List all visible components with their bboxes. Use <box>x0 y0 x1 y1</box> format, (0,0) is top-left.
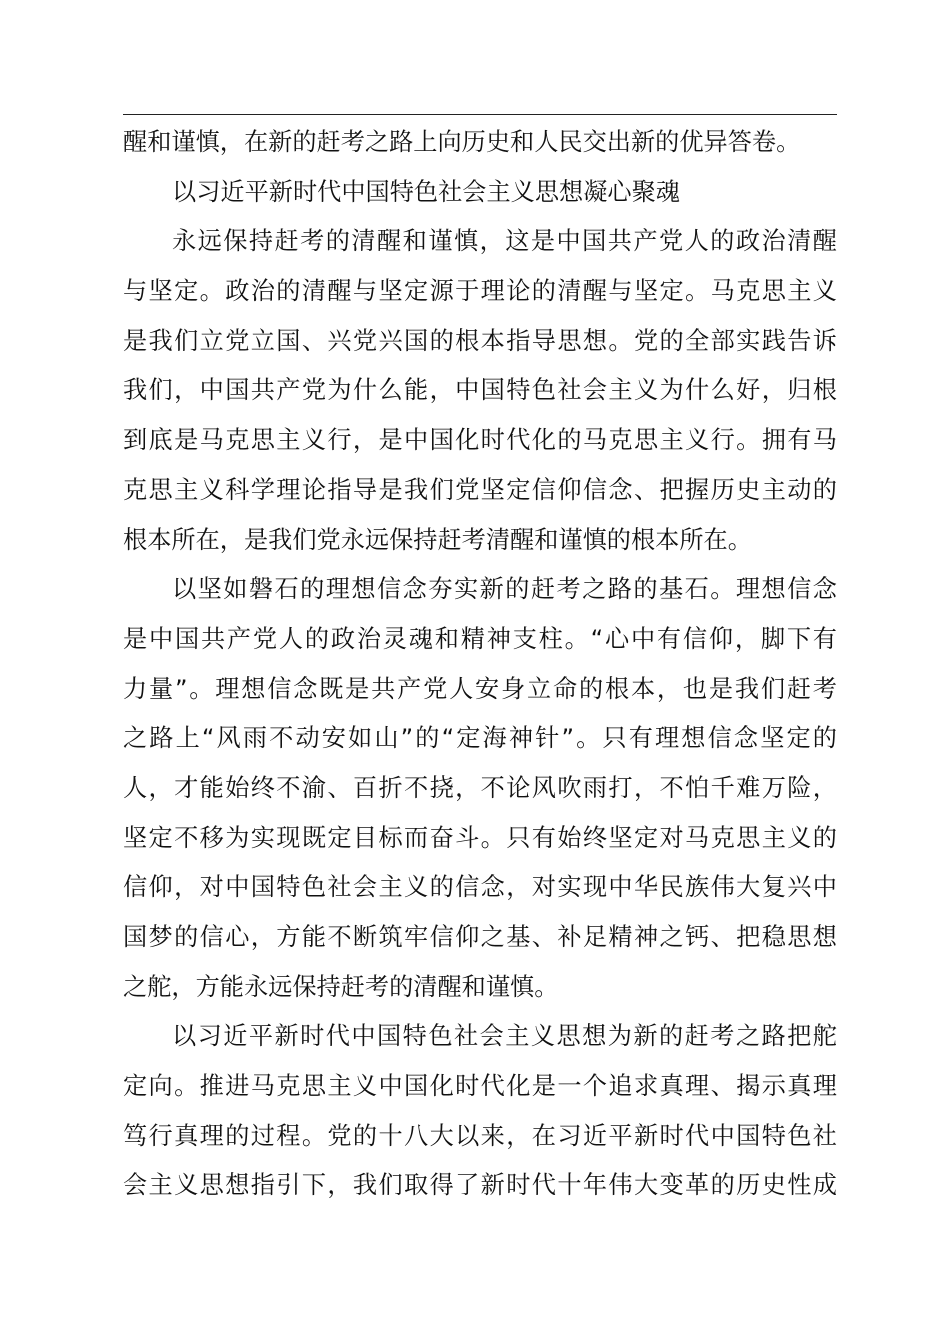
text-line: 是我们立党立国、兴党兴国的根本指导思想。党的全部实践告诉 <box>123 326 837 355</box>
text-line: 人，才能始终不渝、百折不挠，不论风吹雨打，不怕千难万险， <box>123 773 837 802</box>
paragraph-first-line: 以习近平新时代中国特色社会主义思想为新的赶考之路把舵 <box>172 1022 837 1051</box>
text-line: 克思主义科学理论指导是我们党坚定信仰信念、把握历史主动的 <box>123 475 837 504</box>
text-line: 醒和谨慎，在新的赶考之路上向历史和人民交出新的优异答卷。 <box>123 128 801 156</box>
text-line: 定向。推进马克思主义中国化时代化是一个追求真理、揭示真理 <box>123 1072 837 1101</box>
text-line: 信仰，对中国特色社会主义的信念，对实现中华民族伟大复兴中 <box>123 873 837 902</box>
text-line: 我们，中国共产党为什么能，中国特色社会主义为什么好，归根 <box>123 376 837 405</box>
text-line: 是中国共产党人的政治灵魂和精神支柱。“心中有信仰，脚下有 <box>123 624 837 653</box>
body-text <box>123 118 837 1211</box>
text-line: 国梦的信心，方能不断筑牢信仰之基、补足精神之钙、把稳思想 <box>123 923 837 951</box>
text-line: 之路上“风雨不动安如山”的“定海神针”。只有理想信念坚定的 <box>123 724 837 753</box>
text-line: 笃行真理的过程。党的十八大以来，在习近平新时代中国特色社 <box>123 1121 837 1150</box>
text-line: 到底是马克思主义行，是中国化时代化的马克思主义行。拥有马 <box>123 426 837 455</box>
header-rule <box>123 114 837 115</box>
text-line: 坚定不移为实现既定目标而奋斗。只有始终坚定对马克思主义的 <box>123 823 837 852</box>
paragraph-first-line: 永远保持赶考的清醒和谨慎，这是中国共产党人的政治清醒 <box>172 227 837 256</box>
paragraph-last-line: 根本所在，是我们党永远保持赶考清醒和谨慎的根本所在。 <box>123 525 752 554</box>
paragraph-last-line: 之舵，方能永远保持赶考的清醒和谨慎。 <box>123 972 559 1001</box>
text-line: 会主义思想指引下，我们取得了新时代十年伟大变革的历史性成 <box>123 1171 837 1200</box>
section-heading: 以习近平新时代中国特色社会主义思想凝心聚魂 <box>172 177 680 206</box>
text-line: 与坚定。政治的清醒与坚定源于理论的清醒与坚定。马克思主义 <box>123 277 837 306</box>
paragraph-first-line: 以坚如磐石的理想信念夯实新的赶考之路的基石。理想信念 <box>172 575 837 604</box>
text-line: 力量”。理想信念既是共产党人安身立命的根本，也是我们赶考 <box>123 674 837 703</box>
